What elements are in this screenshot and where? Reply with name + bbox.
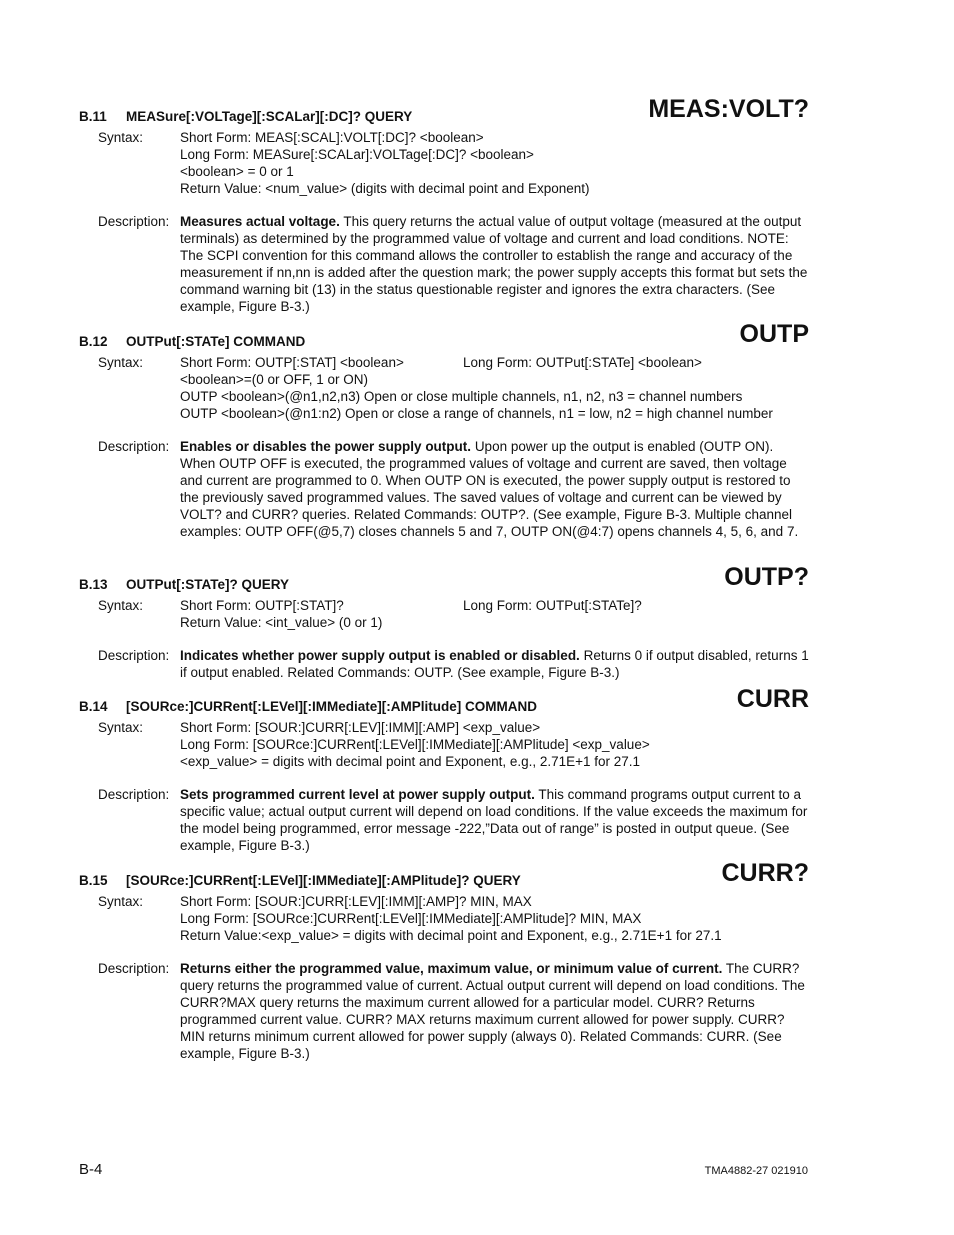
- syntax-short-form: Short Form: OUTP[:STAT] <boolean>: [180, 355, 404, 370]
- section-b11: [79, 95, 809, 315]
- description-text: This command programs output current to a specific value; actual output current will depend on load conditions. If the value exceeds the maximum for the model being programmed, error message -222,”Data out of range” is posted in output queue. (See example, Figure B-3.): [180, 787, 808, 853]
- syntax-line: Short Form: [SOUR:]CURR[:LEV][:IMM][:AMP]? MIN, MAX: [180, 894, 532, 909]
- syntax-label: Syntax:: [98, 720, 144, 735]
- section-b13: [79, 563, 809, 681]
- section-b15: [79, 859, 809, 1062]
- syntax-block: [79, 354, 809, 422]
- description-lead: Indicates whether power supply output is enabled or disabled.: [180, 648, 580, 663]
- syntax-line: Return Value: <num_value> (digits with decimal point and Exponent): [180, 181, 590, 196]
- command-mnemonic: MEAS:VOLT?: [648, 95, 809, 123]
- section-title: OUTPut[:STATe] COMMAND: [126, 334, 306, 349]
- command-mnemonic: CURR: [736, 685, 809, 713]
- command-mnemonic: OUTP?: [724, 563, 809, 591]
- description-text: Upon power up the output is enabled (OUTP ON). When OUTP OFF is executed, the programmed values of voltage and current are saved, then voltage and current are programmed to 0. When OUTP ON is executed, the power supply output is restored to the previously saved programmed values. The saved values of voltage and current can be viewed by VOLT? and CURR? queries. Related Commands: OUTP?. (See example, Figure B-3. Multiple channel examples: OUTP OFF(@5,7) closes channels 5 and 7, OUTP ON(@4:7) opens channels 4, 5, 6, and 7.: [180, 439, 799, 539]
- description-lead: Measures actual voltage.: [180, 214, 340, 229]
- description-label: Description:: [98, 439, 170, 454]
- description-text: This query returns the actual value of output voltage (measured at the output terminals) as determined by the programmed value of voltage and current and load conditions. NOTE: The SCPI convention for this command allows the controller to establish the range and accuracy of the measurement if nn,nn is added after the question mark; the power supply accepts this format but sets the command warning bit (13) in the status questionable register and ignores the extra characters. (See example, Figure B-3.): [180, 214, 808, 314]
- syntax-short-form: Short Form: OUTP[:STAT]?: [180, 598, 344, 613]
- section-title: [SOURce:]CURRent[:LEVel][:IMMediate][:AMPlitude] COMMAND: [126, 699, 537, 714]
- syntax-line: <boolean>=(0 or OFF, 1 or ON): [180, 372, 368, 387]
- section-title: OUTPut[:STATe]? QUERY: [126, 577, 289, 592]
- syntax-line: Return Value:<exp_value> = digits with decimal point and Exponent, e.g., 2.71E+1 for 27.1: [180, 928, 722, 943]
- section-number: B.15: [79, 873, 108, 888]
- description-label: Description:: [98, 214, 170, 229]
- syntax-line: Return Value: <int_value> (0 or 1): [180, 615, 383, 630]
- description-block: [79, 960, 809, 1062]
- description-block: [79, 647, 809, 681]
- syntax-line: OUTP <boolean>(@n1:n2) Open or close a range of channels, n1 = low, n2 = high channel number: [180, 406, 773, 421]
- syntax-label: Syntax:: [98, 130, 144, 145]
- description-text: Returns 0 if output disabled, returns 1 if output enabled. Related Commands: OUTP. (See example, Figure B-3.): [180, 648, 809, 680]
- section-title: MEASure[:VOLTage][:SCALar][:DC]? QUERY: [126, 109, 413, 124]
- section-b12: [79, 320, 809, 540]
- syntax-line: Long Form: MEASure[:SCALar]:VOLTage[:DC]? <boolean>: [180, 147, 534, 162]
- syntax-block: [79, 597, 809, 631]
- command-mnemonic: OUTP: [739, 320, 809, 348]
- description-label: Description:: [98, 787, 170, 802]
- section-number: B.11: [79, 109, 107, 124]
- description-label: Description:: [98, 961, 170, 976]
- description-text: The CURR? query returns the programmed value of current. Actual output current will depend on load conditions. The CURR?MAX query returns the maximum current allowed for a particular model. CURR? Returns programmed current value. CURR? MAX returns maximum current allowed for power supply. CURR? MIN returns minimum current allowed for power supply (always 0). Related Commands: CURR. (See example, Figure B-3.): [180, 961, 805, 1061]
- syntax-long-form: Long Form: OUTPut[:STATe] <boolean>: [463, 355, 702, 370]
- syntax-line: <boolean> = 0 or 1: [180, 164, 294, 179]
- syntax-line: Long Form: [SOURce:]CURRent[:LEVel][:IMMediate][:AMPlitude]? MIN, MAX: [180, 911, 642, 926]
- syntax-line: Short Form: [SOUR:]CURR[:LEV][:IMM][:AMP] <exp_value>: [180, 720, 541, 735]
- section-heading: [79, 685, 809, 719]
- section-heading: [79, 320, 809, 354]
- syntax-line: OUTP <boolean>(@n1,n2,n3) Open or close multiple channels, n1, n2, n3 = channel numbers: [180, 389, 743, 404]
- section-number: B.14: [79, 699, 108, 714]
- section-number: B.13: [79, 577, 108, 592]
- syntax-line: Short Form: MEAS[:SCAL]:VOLT[:DC]? <boolean>: [180, 130, 484, 145]
- syntax-label: Syntax:: [98, 598, 144, 613]
- syntax-line: Long Form: [SOURce:]CURRent[:LEVel][:IMMediate][:AMPlitude] <exp_value>: [180, 737, 650, 752]
- section-number: B.12: [79, 334, 108, 349]
- syntax-block: [79, 129, 809, 197]
- section-b14: [79, 685, 809, 854]
- description-label: Description:: [98, 648, 170, 663]
- section-heading: [79, 563, 809, 597]
- command-mnemonic: CURR?: [721, 859, 809, 887]
- description-lead: Sets programmed current level at power supply output.: [180, 787, 535, 802]
- document-id: TMA4882-27 021910: [704, 1165, 808, 1177]
- description-block: [79, 438, 809, 540]
- section-title: [SOURce:]CURRent[:LEVel][:IMMediate][:AMPlitude]? QUERY: [126, 873, 521, 888]
- page-number: B-4: [79, 1161, 103, 1178]
- section-heading: [79, 95, 809, 129]
- syntax-label: Syntax:: [98, 355, 144, 370]
- syntax-block: [79, 893, 809, 944]
- syntax-long-form: Long Form: OUTPut[:STATe]?: [463, 598, 642, 613]
- description-lead: Enables or disables the power supply output.: [180, 439, 472, 454]
- syntax-label: Syntax:: [98, 894, 144, 909]
- section-heading: [79, 859, 809, 893]
- description-block: [79, 786, 809, 854]
- description-lead: Returns either the programmed value, maximum value, or minimum value of current.: [180, 961, 723, 976]
- syntax-block: [79, 719, 809, 770]
- syntax-line: <exp_value> = digits with decimal point and Exponent, e.g., 2.71E+1 for 27.1: [180, 754, 641, 769]
- description-block: [79, 213, 809, 315]
